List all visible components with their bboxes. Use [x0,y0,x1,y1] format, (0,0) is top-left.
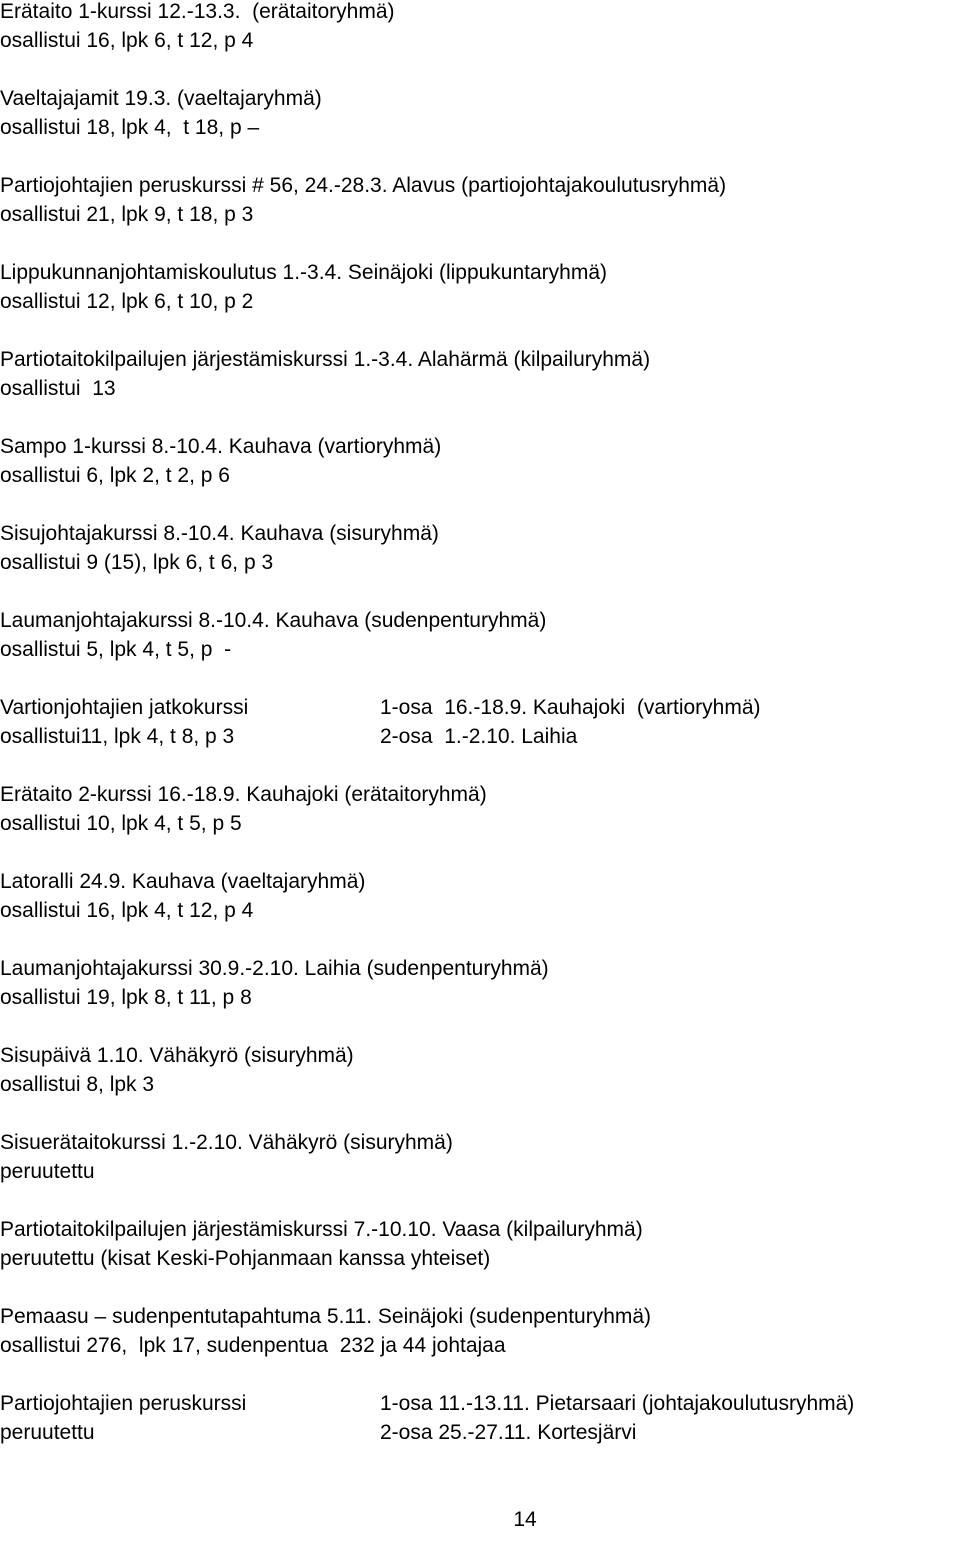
event-participation: osallistui11, lpk 4, t 8, p 3 [0,725,235,748]
event-entry [0,261,960,348]
event-entry [0,870,960,957]
event-title: Vartionjohtajien jatkokurssi [0,696,249,719]
event-participation: osallistui 12, lpk 6, t 10, p 2 [0,290,254,313]
event-entry [0,348,960,435]
event-title: Pemaasu – sudenpentutapahtuma 5.11. Seinäjoki (sudenpenturyhmä) [0,1305,652,1328]
event-title: Vaeltajajamit 19.3. (vaeltajaryhmä) [0,87,322,110]
event-entry [0,0,960,87]
event-part-1: 1-osa 16.-18.9. Kauhajoki (vartioryhmä) [380,696,761,719]
event-part-1: 1-osa 11.-13.11. Pietarsaari (johtajakoulutusryhmä) [380,1392,855,1415]
event-participation: osallistui 276, lpk 17, sudenpentua 232 ja 44 johtajaa [0,1334,506,1357]
event-entry [0,1131,960,1218]
event-entry [0,435,960,522]
event-entry [0,957,960,1044]
event-participation: osallistui 10, lpk 4, t 5, p 5 [0,812,242,835]
event-participation: osallistui 21, lpk 9, t 18, p 3 [0,203,254,226]
event-entry [0,1392,960,1479]
event-participation: osallistui 6, lpk 2, t 2, p 6 [0,464,230,487]
event-part-2: 2-osa 25.-27.11. Kortesjärvi [380,1421,637,1444]
event-title: Sisuerätaitokurssi 1.-2.10. Vähäkyrö (sisuryhmä) [0,1131,453,1154]
event-title: Erätaito 1-kurssi 12.-13.3. (erätaitoryhmä) [0,0,395,23]
event-entry [0,1044,960,1131]
event-title: Partiojohtajien peruskurssi [0,1392,247,1415]
page-number: 14 [513,1508,537,1531]
event-title: Laumanjohtajakurssi 30.9.-2.10. Laihia (sudenpenturyhmä) [0,957,549,980]
event-title: Partiotaitokilpailujen järjestämiskurssi 1.-3.4. Alahärmä (kilpailuryhmä) [0,348,651,371]
event-title: Latoralli 24.9. Kauhava (vaeltajaryhmä) [0,870,366,893]
event-participation: osallistui 9 (15), lpk 6, t 6, p 3 [0,551,274,574]
event-title: Partiotaitokilpailujen järjestämiskurssi 7.-10.10. Vaasa (kilpailuryhmä) [0,1218,643,1241]
event-participation: peruutettu (kisat Keski-Pohjanmaan kanssa yhteiset) [0,1247,491,1270]
event-participation: osallistui 19, lpk 8, t 11, p 8 [0,986,252,1009]
event-entry [0,522,960,609]
event-title: Erätaito 2-kurssi 16.-18.9. Kauhajoki (erätaitoryhmä) [0,783,487,806]
event-participation: osallistui 18, lpk 4, t 18, p – [0,116,260,139]
event-entry [0,87,960,174]
event-participation: osallistui 8, lpk 3 [0,1073,155,1096]
event-title: Partiojohtajien peruskurssi # 56, 24.-28.3. Alavus (partiojohtajakoulutusryhmä) [0,174,727,197]
event-participation: peruutettu [0,1421,95,1444]
event-participation: osallistui 13 [0,377,116,400]
event-entry [0,174,960,261]
event-entry [0,1218,960,1305]
event-participation: peruutettu [0,1160,95,1183]
event-part-2: 2-osa 1.-2.10. Laihia [380,725,578,748]
event-entry [0,609,960,696]
event-participation: osallistui 16, lpk 6, t 12, p 4 [0,29,254,52]
event-participation: osallistui 5, lpk 4, t 5, p - [0,638,232,661]
event-entry [0,696,960,783]
event-participation: osallistui 16, lpk 4, t 12, p 4 [0,899,254,922]
event-title: Laumanjohtajakurssi 8.-10.4. Kauhava (sudenpenturyhmä) [0,609,547,632]
event-entry [0,1305,960,1392]
event-title: Sisupäivä 1.10. Vähäkyrö (sisuryhmä) [0,1044,354,1067]
event-entry [0,783,960,870]
event-title: Lippukunnanjohtamiskoulutus 1.-3.4. Seinäjoki (lippukuntaryhmä) [0,261,608,284]
event-title: Sampo 1-kurssi 8.-10.4. Kauhava (vartioryhmä) [0,435,442,458]
event-title: Sisujohtajakurssi 8.-10.4. Kauhava (sisuryhmä) [0,522,439,545]
